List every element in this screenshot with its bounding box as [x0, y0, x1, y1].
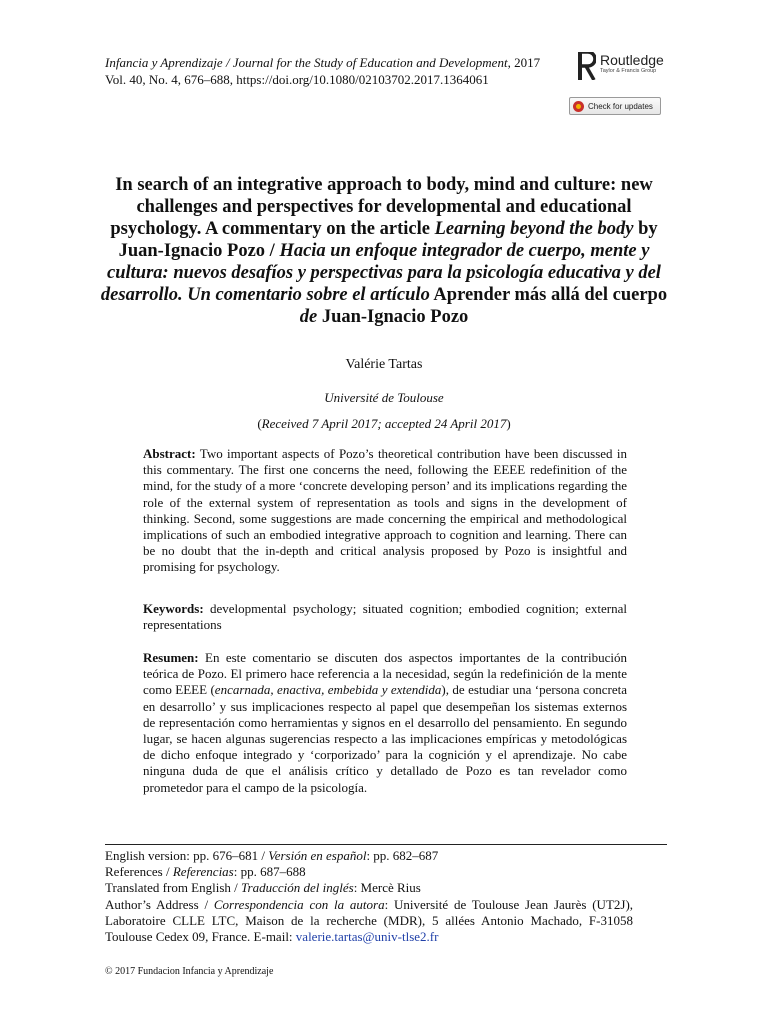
journal-volume-line[interactable]: Vol. 40, No. 4, 676–688, https://doi.org/10.1080/02103702.2017.1364061 — [105, 72, 489, 87]
title-text-7: Juan-Ignacio Pozo — [317, 307, 469, 327]
footnote-references — [105, 864, 633, 880]
title-text-6: de — [299, 307, 318, 327]
publisher-subtitle: Taylor & Francis Group — [600, 68, 657, 74]
resumen-label: Resumen: — [143, 650, 199, 665]
affiliation: Université de Toulouse — [324, 390, 444, 405]
routledge-logo — [578, 52, 678, 86]
journal-title: Infancia y Aprendizaje / Journal for the Study of Education and Development — [105, 55, 508, 70]
resumen-text-2: encarnada, enactiva, embebida y extendida — [214, 682, 442, 698]
spanish-version-text: Versión en español — [268, 848, 367, 863]
resumen — [143, 650, 627, 796]
title-text-2: Learning beyond the body — [434, 219, 634, 239]
check-for-updates-label: Check for updates — [588, 101, 653, 111]
journal-header — [105, 54, 565, 88]
received-open: ( — [257, 416, 262, 431]
abstract-label: Abstract: — [143, 446, 196, 461]
author-name: Valérie Tartas — [345, 357, 423, 372]
referencias-text: Referencias — [172, 864, 234, 880]
spanish-pages-text: : pp. 682–687 — [366, 848, 439, 863]
title-text-5: Aprender más allá del cuerpo — [429, 285, 668, 305]
address-text: : Université de Toulouse Jean Jaurès (UT2J), Laboratoire CLLE LTC, Maison de la recherche (MDR), 5 allées Antonio Machado, F-31058 Toulouse Cedex 09, France. E-mail: — [105, 896, 634, 945]
english-version-text: English version: pp. 676–681 / — [105, 848, 269, 863]
translator-text: : Mercè Rius — [353, 880, 421, 896]
received-dates — [100, 415, 668, 432]
routledge-mark-icon — [578, 52, 596, 80]
address-label: Author’s Address / — [105, 896, 214, 912]
check-for-updates-button[interactable] — [569, 97, 661, 115]
author-email-link[interactable]: valerie.tartas@univ-tlse2.fr — [295, 929, 439, 945]
journal-year: , 2017 — [507, 55, 541, 70]
abstract — [143, 446, 627, 576]
title-text-4: Hacia un enfoque integrador de cuerpo, mente y cultura: nuevos desafíos y perspectivas para la psicología educativa y del desarrollo. Un comentario sobre el artículo — [100, 241, 661, 305]
crossmark-icon — [573, 101, 584, 112]
title-text-3: by Juan-Ignacio Pozo / — [118, 219, 658, 261]
keywords — [143, 601, 627, 633]
footnote-english-version — [105, 848, 633, 864]
journal-title-line — [105, 54, 565, 71]
footnote-translated — [105, 880, 633, 896]
traduccion-text: Traducción del inglés — [241, 880, 354, 896]
references-pages-text: : pp. 687–688 — [233, 864, 306, 880]
keywords-text: developmental psychology; situated cognition; embodied cognition; external representations — [143, 601, 627, 633]
copyright-notice: © 2017 Fundacion Infancia y Aprendizaje — [105, 966, 274, 977]
resumen-text-1: En este comentario se discuten dos aspectos importantes de la contribución teórica de Pozo. El primero hace referencia a la necesidad, según la redefinición de la mente como EEEE ( — [143, 650, 627, 698]
references-text: References / — [105, 864, 173, 880]
keywords-label: Keywords: — [143, 601, 204, 616]
footnote-address — [105, 897, 633, 946]
resumen-text-3: ), de estudiar una ‘persona concreta en desarrollo’ y sus implicaciones respecto al papel que desempeñan los sistemas externos de representación como herramientas y signos en el desarrollo del pensamiento. En segundo lugar, se hacen algunas sugerencias respecto a las implicaciones empíricas y metodológicas de dicho enfoque integrado y ‘corporizado’ para la cognición y el aprendizaje. No cabe ninguna duda de que el análisis crítico y detallado de Pozo es tan revelador como prometedor para el campo de la psicología. — [143, 682, 627, 795]
received-text: Received 7 April 2017; accepted 24 April 2017 — [261, 416, 507, 431]
article-title — [100, 174, 668, 328]
translated-text: Translated from English / — [105, 880, 242, 896]
footnote-divider — [105, 844, 667, 845]
footnotes — [105, 848, 633, 945]
correspondencia-text: Correspondencia con la autora — [213, 896, 385, 912]
title-text-1: In search of an integrative approach to body, mind and culture: new challenges and perspectives for developmental and educational psychology. A commentary on the article — [110, 175, 653, 239]
publisher-name: Routledge — [600, 52, 664, 68]
abstract-text: Two important aspects of Pozo’s theoretical contribution have been discussed in this commentary. The first one concerns the need, following the EEEE redefinition of the mind, for the study of a more ‘concrete developing person’ and its implications regarding the role of the external system of representation as tools and signs in the development of thinking. Second, some suggestions are made concerning the empirical and methodological implications of such an embodied integrative approach to cognition and learning. There can be no doubt that the in-depth and critical analysis proposed by Pozo is insightful and promising for psychology. — [143, 446, 627, 575]
received-close: ) — [506, 416, 511, 431]
